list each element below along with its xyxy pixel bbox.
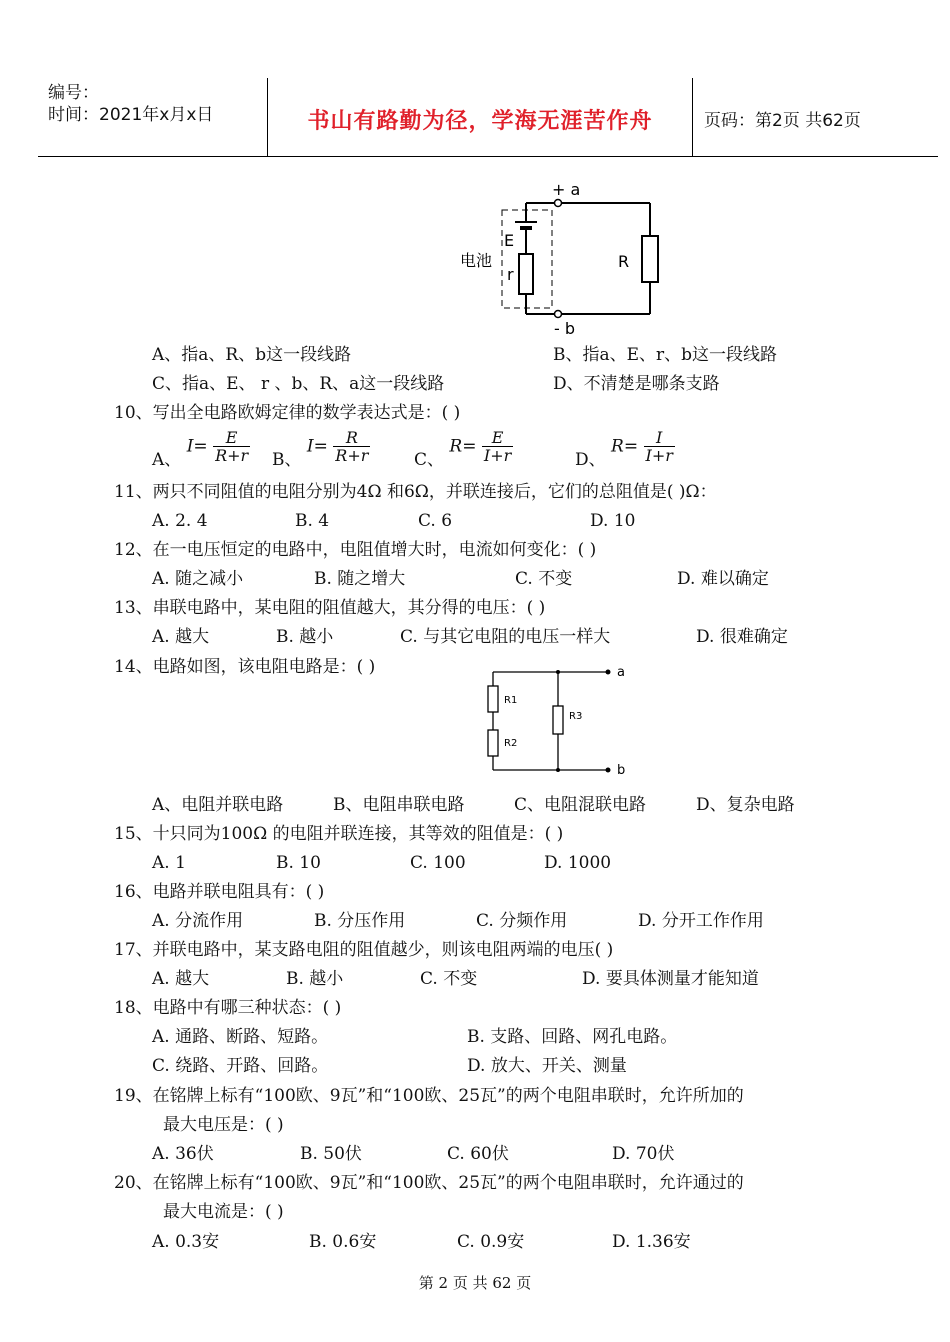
serial-label: 编号： bbox=[48, 83, 99, 103]
terminal-a bbox=[606, 670, 611, 675]
resistor-network-diagram bbox=[480, 662, 640, 780]
q12-option-b: B. 随之增大 bbox=[314, 569, 406, 589]
q12-stem: 12、在一电压恒定的电路中，电阻值增大时，电流如何变化：( ) bbox=[114, 540, 597, 560]
page-header bbox=[38, 78, 938, 157]
q20-option-b: B. 0.6安 bbox=[309, 1232, 377, 1252]
q19-option-a: A. 36伏 bbox=[152, 1144, 214, 1164]
q10-option-c bbox=[414, 429, 513, 471]
q20-option-a: A. 0.3安 bbox=[152, 1232, 220, 1252]
label-R3: R3 bbox=[569, 711, 583, 722]
option-label: B、 bbox=[272, 450, 302, 470]
q19-option-b: B. 50伏 bbox=[300, 1144, 362, 1164]
q10-option-a bbox=[152, 429, 250, 471]
q16-option-b: B. 分压作用 bbox=[314, 911, 406, 931]
label-R1: R1 bbox=[504, 695, 518, 706]
header-page-info: 页码：第2页 共62页 bbox=[704, 111, 861, 131]
q11-stem: 11、两只不同阻值的电阻分别为4Ω 和6Ω，并联连接后，它们的总阻值是( )Ω： bbox=[114, 482, 717, 502]
label-R: R bbox=[618, 252, 630, 271]
terminal-b bbox=[606, 768, 611, 773]
q13-option-a: A. 越大 bbox=[152, 627, 210, 647]
option-label: A、 bbox=[152, 450, 182, 470]
q17-option-b: B. 越小 bbox=[286, 969, 344, 989]
resistor-R1 bbox=[488, 686, 498, 712]
q18-option-d: D. 放大、开关、测量 bbox=[467, 1056, 627, 1076]
label-plus-a: + a bbox=[552, 180, 581, 199]
q16-option-a: A. 分流作用 bbox=[152, 911, 244, 931]
q9-option-b: B、指a、E、r、b这一段线路 bbox=[553, 345, 778, 365]
date-label: 时间：2021年x月x日 bbox=[48, 105, 214, 125]
page-footer: 第 2 页 共 62 页 bbox=[418, 1274, 532, 1292]
q10-option-d bbox=[575, 429, 675, 471]
q20-stem: 20、在铭牌上标有“100欧、9瓦”和“100欧、25瓦”的两个电阻串联时，允许通过的 bbox=[114, 1173, 744, 1193]
q16-option-d: D. 分开工作作用 bbox=[638, 911, 764, 931]
label-E: E bbox=[504, 231, 515, 250]
q20-option-c: C. 0.9安 bbox=[457, 1232, 525, 1252]
header-meta bbox=[48, 82, 213, 126]
q16-option-c: C. 分频作用 bbox=[476, 911, 568, 931]
q13-option-d: D. 很难确定 bbox=[696, 627, 788, 647]
q12-option-d: D. 难以确定 bbox=[677, 569, 769, 589]
q14-option-a: A、电阻并联电路 bbox=[152, 795, 284, 815]
label-b: b bbox=[617, 763, 626, 778]
header-motto: 书山有路勤为径，学海无涯苦作舟 bbox=[307, 109, 653, 134]
junction-dot bbox=[556, 768, 560, 772]
q14-stem: 14、电路如图，该电阻电路是：( ) bbox=[114, 657, 376, 677]
q18-option-a: A. 通路、断路、短路。 bbox=[152, 1027, 329, 1047]
q15-option-c: C. 100 bbox=[410, 853, 466, 873]
terminal-a bbox=[555, 200, 562, 207]
formula-fraction: $\frac{R}{R+r}$ bbox=[335, 428, 369, 465]
q12-option-a: A. 随之减小 bbox=[152, 569, 244, 589]
q11-option-c: C. 6 bbox=[418, 511, 453, 531]
resistor-R3 bbox=[553, 706, 563, 734]
q20-stem-cont: 最大电流是：( ) bbox=[163, 1202, 284, 1222]
q15-option-a: A. 1 bbox=[152, 853, 186, 873]
header-divider bbox=[692, 78, 693, 156]
q17-stem: 17、并联电路中，某支路电阻的阻值越少，则该电阻两端的电压( ) bbox=[114, 940, 614, 960]
q14-option-d: D、复杂电路 bbox=[696, 795, 795, 815]
formula-lhs: R= bbox=[611, 436, 639, 457]
formula-lhs: I= bbox=[186, 436, 208, 457]
formula-lhs: R= bbox=[449, 436, 477, 457]
q11-option-a: A. 2. 4 bbox=[152, 511, 208, 531]
q19-stem-cont: 最大电压是：( ) bbox=[163, 1115, 284, 1135]
resistor-R2 bbox=[488, 730, 498, 756]
label-a: a bbox=[617, 665, 625, 680]
terminal-b bbox=[555, 311, 562, 318]
q18-option-c: C. 绕路、开路、回路。 bbox=[152, 1056, 329, 1076]
q20-option-d: D. 1.36安 bbox=[612, 1232, 691, 1252]
q10-option-b bbox=[272, 429, 370, 471]
formula-fraction: $\frac{E}{I+r}$ bbox=[483, 428, 512, 465]
q15-option-d: D. 1000 bbox=[544, 853, 612, 873]
internal-resistor-r bbox=[519, 254, 533, 294]
q17-option-c: C. 不变 bbox=[420, 969, 478, 989]
q18-option-b: B. 支路、回路、网孔电路。 bbox=[467, 1027, 678, 1047]
q15-stem: 15、十只同为100Ω 的电阻并联连接，其等效的阻值是：( ) bbox=[114, 824, 564, 844]
label-battery: 电池 bbox=[460, 251, 493, 270]
q11-option-d: D. 10 bbox=[590, 511, 636, 531]
option-label: D、 bbox=[575, 450, 606, 470]
q19-stem: 19、在铭牌上标有“100欧、9瓦”和“100欧、25瓦”的两个电阻串联时，允许所加的 bbox=[114, 1086, 744, 1106]
q19-option-d: D. 70伏 bbox=[612, 1144, 675, 1164]
q13-option-b: B. 越小 bbox=[276, 627, 334, 647]
q18-stem: 18、电路中有哪三种状态：( ) bbox=[114, 998, 342, 1018]
q15-option-b: B. 10 bbox=[276, 853, 321, 873]
q10-stem: 10、写出全电路欧姆定律的数学表达式是：( ) bbox=[114, 403, 461, 423]
label-minus-b: - b bbox=[554, 319, 576, 338]
label-r: r bbox=[507, 265, 514, 284]
q19-option-c: C. 60伏 bbox=[447, 1144, 509, 1164]
battery-circuit-diagram bbox=[450, 176, 670, 340]
q12-option-c: C. 不变 bbox=[515, 569, 573, 589]
q16-stem: 16、电路并联电阻具有：( ) bbox=[114, 882, 325, 902]
label-R2: R2 bbox=[504, 738, 518, 749]
formula-fraction: $\frac{I}{I+r}$ bbox=[645, 428, 673, 465]
junction-dot bbox=[556, 670, 560, 674]
q13-stem: 13、串联电路中，某电阻的阻值越大，其分得的电压：( ) bbox=[114, 598, 546, 618]
q17-option-d: D. 要具体测量才能知道 bbox=[582, 969, 759, 989]
formula-fraction: $\frac{E}{R+r}$ bbox=[215, 428, 249, 465]
option-label: C、 bbox=[414, 450, 445, 470]
q14-option-c: C、电阻混联电路 bbox=[514, 795, 647, 815]
q9-option-d: D、不清楚是哪条支路 bbox=[553, 374, 720, 394]
resistor-R bbox=[642, 236, 658, 282]
q17-option-a: A. 越大 bbox=[152, 969, 210, 989]
q13-option-c: C. 与其它电阻的电压一样大 bbox=[400, 627, 611, 647]
q14-option-b: B、电阻串联电路 bbox=[333, 795, 465, 815]
formula-lhs: I= bbox=[306, 436, 328, 457]
q9-option-a: A、指a、R、b这一段线路 bbox=[152, 345, 352, 365]
q11-option-b: B. 4 bbox=[295, 511, 330, 531]
q9-option-c: C、指a、E、 r 、b、R、a这一段线路 bbox=[152, 374, 445, 394]
